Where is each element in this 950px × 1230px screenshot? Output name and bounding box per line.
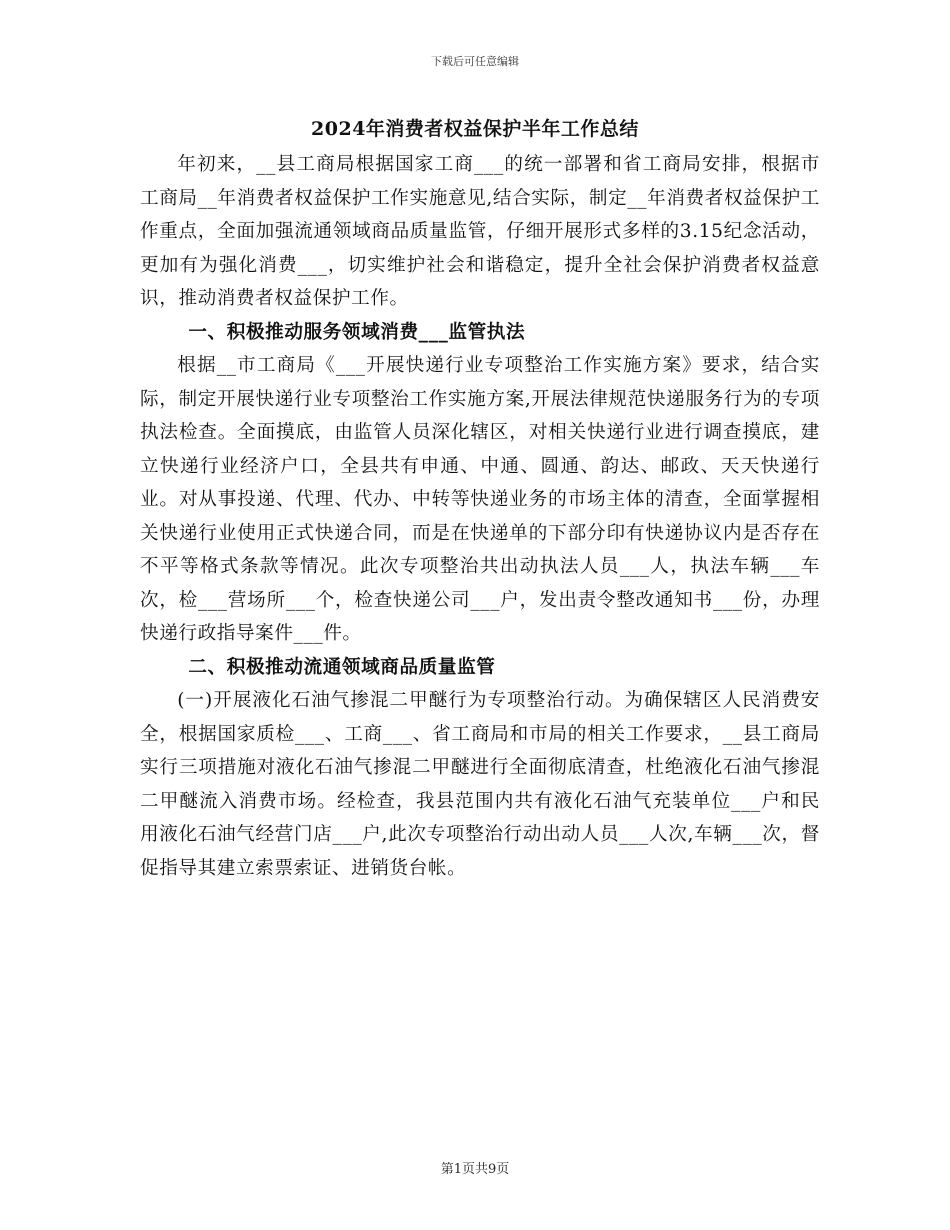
section-2-heading: 二、积极推动流通领域商品质量监管	[188, 656, 496, 678]
section-1-heading: 一、积极推动服务领域消费___监管执法	[188, 321, 526, 343]
document-title: 2024年消费者权益保护半年工作总结	[311, 118, 639, 140]
page-header-note: 下载后可任意编辑	[431, 55, 519, 68]
document-body	[140, 148, 820, 885]
section-2-paragraph: (一)开展液化石油气掺混二甲醚行为专项整治行动。为确保辖区人民消费安全，根据国家质检___、工商___、省工商局和市局的相关工作要求，__县工商局实行三项措施对液化石油气掺混二甲醚进行全面彻底清查，杜绝液化石油气掺混二甲醚流入消费市场。经检查，我县范围内共有液化石油气充装单位___户和民用液化石油气经营门店___户,此次专项整治行动出动人员___人次,车辆___次，督促指导其建立索票索证、进销货台帐。	[140, 690, 820, 879]
intro-paragraph: 年初来，__县工商局根据国家工商___的统一部署和省工商局安排，根据市工商局__年消费者权益保护工作实施意见,结合实际，制定__年消费者权益保护工作重点，全面加强流通领域商品质量监管，仔细开展形式多样的3.15纪念活动，更加有为强化消费___，切实维护社会和谐稳定，提升全社会保护消费者权益意识，推动消费者权益保护工作。	[140, 154, 820, 309]
section-1-paragraph: 根据__市工商局《___开展快递行业专项整治工作实施方案》要求，结合实际，制定开展快递行业专项整治工作实施方案,开展法律规范快递服务行为的专项执法检查。全面摸底，由监管人员深化辖区，对相关快递行业进行调查摸底，建立快递行业经济户口，全县共有申通、中通、圆通、韵达、邮政、天天快递行业。对从事投递、代理、代办、中转等快递业务的市场主体的清查，全面掌握相关快递行业使用正式快递合同，而是在快递单的下部分印有快递协议内是否存在不平等格式条款等情况。此次专项整治共出动执法人员___人，执法车辆___车次，检___营场所___个，检查快递公司___户，发出责令整改通知书___份，办理快递行政指导案件___件。	[140, 355, 820, 644]
page-number: 第1页共9页	[440, 1162, 510, 1177]
